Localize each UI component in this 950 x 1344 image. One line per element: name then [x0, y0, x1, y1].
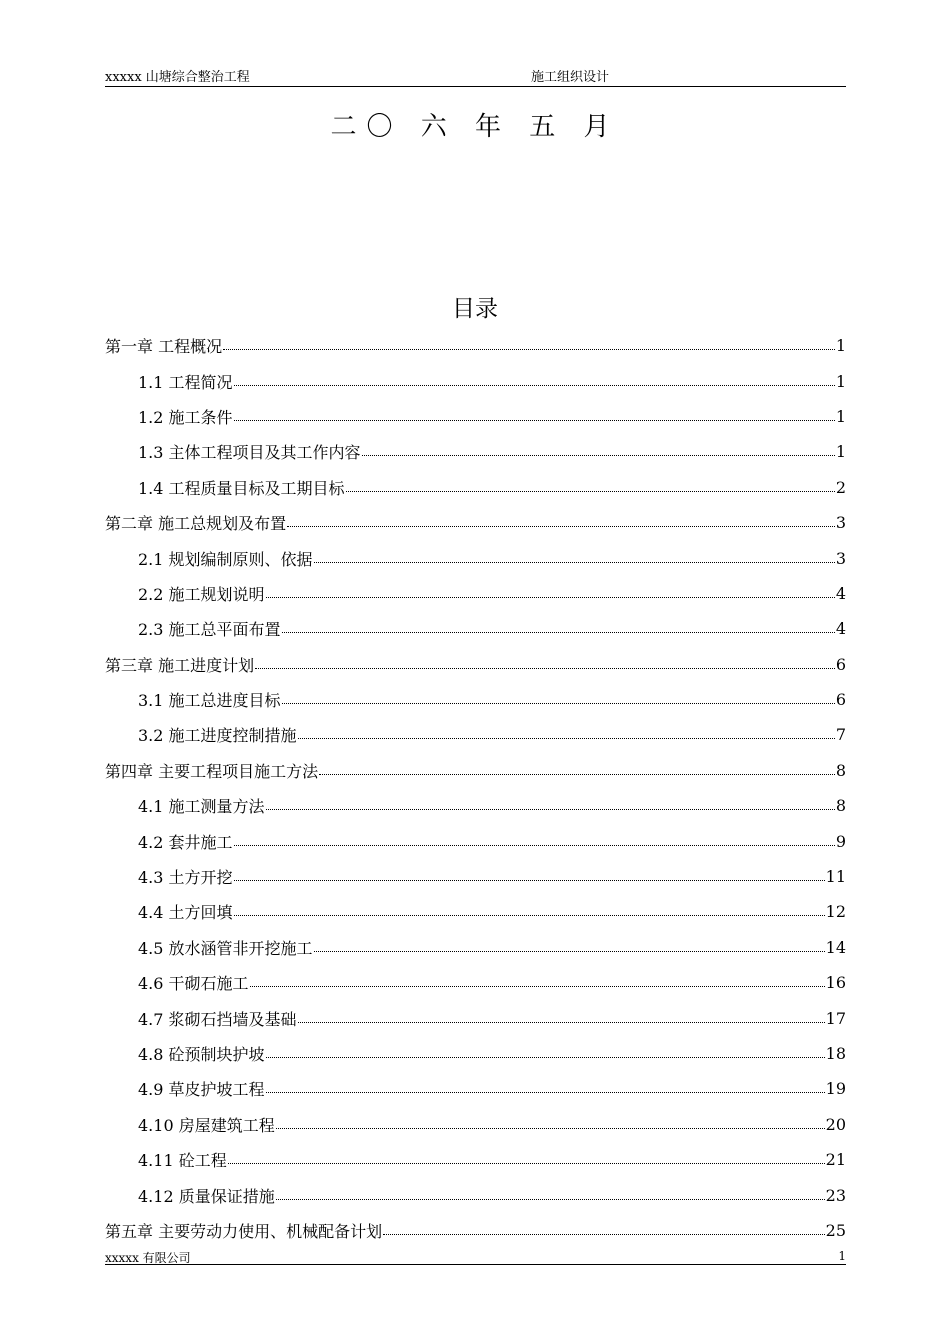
toc-entry-page: 16 — [825, 973, 846, 993]
toc-entry-label: 第三章 施工进度计划 — [105, 655, 255, 675]
toc-entry-page: 23 — [825, 1185, 846, 1205]
toc-dot-leader — [362, 455, 835, 456]
toc-entry-page: 11 — [825, 867, 846, 887]
toc-entry-label: 4.7 浆砌石挡墙及基础 — [138, 1009, 297, 1029]
toc-entry-label: 4.8 砼预制块护坡 — [138, 1045, 265, 1064]
toc-dot-leader — [383, 1234, 825, 1235]
toc-dot-leader — [346, 491, 835, 492]
toc-dot-leader — [266, 1092, 825, 1093]
toc-section-entry[interactable] — [105, 470, 846, 505]
toc-section-entry[interactable] — [105, 611, 846, 646]
toc-entry-page: 17 — [825, 1008, 846, 1028]
toc-chapter-entry[interactable] — [105, 753, 846, 788]
toc-entry-page: 4 — [835, 583, 846, 603]
toc-chapter-entry[interactable] — [105, 647, 846, 682]
toc-section-entry[interactable] — [105, 434, 846, 469]
toc-entry-label: 第一章 工程概况 — [105, 337, 223, 357]
toc-title: 目录 — [452, 296, 498, 322]
toc-entry-page: 14 — [825, 937, 846, 957]
toc-dot-leader — [314, 951, 825, 952]
toc-dot-leader — [319, 774, 835, 775]
toc-dot-leader — [234, 420, 835, 421]
toc-dot-leader — [276, 1199, 825, 1200]
toc-entry-page: 20 — [825, 1114, 846, 1134]
toc-dot-leader — [266, 1057, 825, 1058]
toc-section-entry[interactable] — [105, 894, 846, 929]
toc-chapter-entry[interactable] — [105, 1213, 846, 1248]
table-of-contents — [105, 328, 846, 1248]
toc-entry-page: 9 — [835, 831, 846, 851]
toc-entry-page: 8 — [835, 796, 846, 816]
toc-dot-leader — [223, 349, 835, 350]
toc-section-entry[interactable] — [105, 682, 846, 717]
toc-section-entry[interactable] — [105, 1177, 846, 1212]
header-project-title: xxxxx 山塘综合整治工程 — [105, 70, 250, 85]
toc-entry-label: 4.1 施工测量方法 — [138, 797, 265, 817]
toc-section-entry[interactable] — [105, 717, 846, 752]
toc-section-entry[interactable] — [105, 965, 846, 1000]
toc-section-entry[interactable] — [105, 1000, 846, 1035]
toc-entry-page: 1 — [835, 336, 846, 356]
toc-entry-page: 3 — [835, 513, 846, 533]
toc-dot-leader — [287, 526, 835, 527]
toc-dot-leader — [234, 845, 835, 846]
toc-section-entry[interactable] — [105, 1071, 846, 1106]
toc-section-entry[interactable] — [105, 1142, 846, 1177]
toc-dot-leader — [298, 1022, 825, 1023]
toc-entry-label: 2.3 施工总平面布置 — [138, 620, 281, 640]
toc-entry-page: 1 — [835, 371, 846, 391]
toc-dot-leader — [234, 880, 825, 881]
toc-entry-label: 4.6 干砌石施工 — [138, 974, 249, 994]
footer-page-number: 1 — [838, 1249, 846, 1263]
toc-entry-page: 1 — [835, 442, 846, 462]
toc-dot-leader — [250, 986, 825, 987]
toc-dot-leader — [234, 915, 825, 916]
toc-section-entry[interactable] — [105, 788, 846, 823]
toc-entry-label: 1.1 工程简况 — [138, 372, 233, 392]
toc-entry-page: 18 — [825, 1044, 846, 1063]
toc-section-entry[interactable] — [105, 576, 846, 611]
toc-entry-page: 6 — [835, 654, 846, 674]
toc-entry-page: 3 — [835, 548, 846, 568]
toc-entry-label: 2.1 规划编制原则、依据 — [138, 549, 313, 569]
toc-section-entry[interactable] — [105, 1107, 846, 1142]
toc-entry-label: 2.2 施工规划说明 — [138, 584, 265, 604]
toc-chapter-entry[interactable] — [105, 328, 846, 363]
header-doc-type: 施工组织设计 — [531, 70, 610, 85]
toc-section-entry[interactable] — [105, 930, 846, 965]
toc-section-entry[interactable] — [105, 859, 846, 894]
toc-section-entry[interactable] — [105, 540, 846, 575]
toc-entry-label: 第二章 施工总规划及布置 — [105, 514, 287, 534]
page-header — [105, 66, 846, 87]
toc-entry-label: 3.1 施工总进度目标 — [138, 691, 281, 711]
toc-section-entry[interactable] — [105, 1036, 846, 1071]
toc-entry-page: 21 — [825, 1150, 846, 1170]
toc-entry-label: 第四章 主要工程项目施工方法 — [105, 761, 319, 781]
toc-entry-page: 19 — [825, 1079, 846, 1099]
toc-entry-label: 4.11 砼工程 — [138, 1151, 227, 1171]
toc-entry-label: 4.9 草皮护坡工程 — [138, 1080, 265, 1100]
toc-dot-leader — [282, 703, 835, 704]
toc-dot-leader — [266, 597, 835, 598]
toc-entry-page: 8 — [835, 760, 846, 780]
toc-dot-leader — [298, 738, 835, 739]
toc-entry-label: 1.2 施工条件 — [138, 407, 233, 427]
toc-entry-label: 1.4 工程质量目标及工期目标 — [138, 478, 345, 498]
toc-entry-label: 4.2 套井施工 — [138, 832, 233, 852]
toc-entry-page: 25 — [825, 1220, 846, 1240]
toc-dot-leader — [255, 668, 835, 669]
toc-dot-leader — [234, 385, 835, 386]
toc-entry-label: 4.12 质量保证措施 — [138, 1186, 275, 1206]
toc-entry-label: 1.3 主体工程项目及其工作内容 — [138, 443, 361, 463]
toc-entry-page: 2 — [835, 477, 846, 497]
toc-section-entry[interactable] — [105, 823, 846, 858]
toc-section-entry[interactable] — [105, 363, 846, 398]
toc-section-entry[interactable] — [105, 399, 846, 434]
toc-entry-label: 4.4 土方回填 — [138, 903, 233, 923]
toc-entry-page: 7 — [835, 725, 846, 745]
toc-dot-leader — [266, 809, 835, 810]
toc-entry-label: 4.3 土方开挖 — [138, 868, 233, 888]
toc-entry-page: 12 — [825, 902, 846, 922]
toc-chapter-entry[interactable] — [105, 505, 846, 540]
page-footer — [105, 1249, 846, 1265]
toc-entry-label: 4.5 放水涵管非开挖施工 — [138, 938, 313, 958]
toc-entry-label: 4.10 房屋建筑工程 — [138, 1115, 275, 1135]
toc-dot-leader — [228, 1163, 825, 1164]
toc-entry-label: 第五章 主要劳动力使用、机械配备计划 — [105, 1221, 383, 1241]
toc-entry-page: 4 — [835, 619, 846, 639]
toc-entry-label: 3.2 施工进度控制措施 — [138, 726, 297, 746]
toc-dot-leader — [276, 1128, 825, 1129]
toc-dot-leader — [314, 562, 835, 563]
toc-entry-page: 6 — [835, 690, 846, 710]
toc-entry-page: 1 — [835, 406, 846, 426]
toc-dot-leader — [282, 632, 835, 633]
date-line: 二〇 六 年 五 月 — [330, 112, 620, 142]
footer-company: xxxxx 有限公司 — [105, 1251, 191, 1265]
